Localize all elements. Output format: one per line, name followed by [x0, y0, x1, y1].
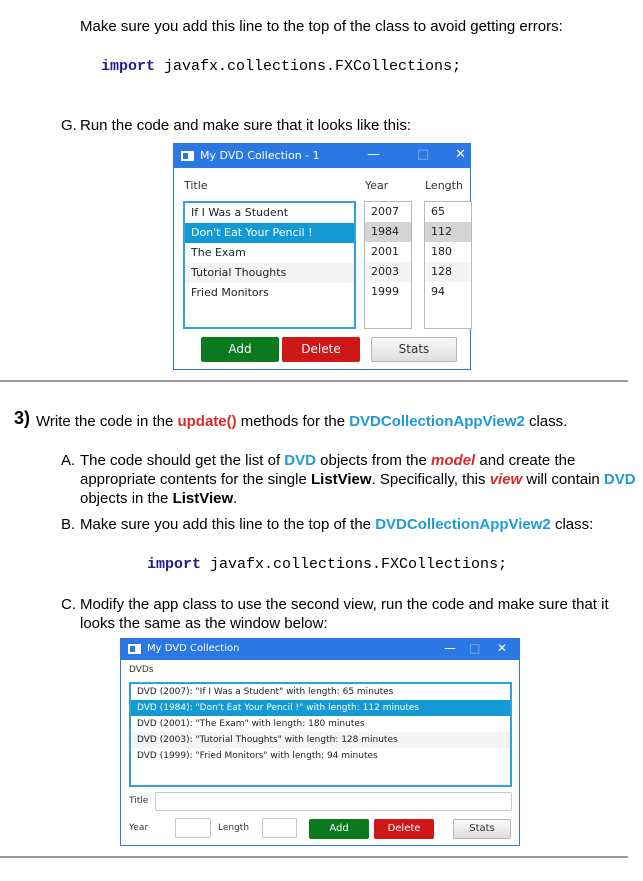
title-label: Title: [129, 796, 149, 806]
dvd-list[interactable]: [129, 682, 512, 787]
stats-button[interactable]: Stats: [453, 819, 511, 839]
maximize-icon[interactable]: □: [469, 641, 481, 655]
stats-button[interactable]: Stats: [371, 337, 457, 362]
step-a-text: [80, 451, 640, 508]
step-c-letter: C.: [61, 596, 76, 613]
add-button[interactable]: Add: [201, 337, 279, 362]
heading-text: methods for the: [236, 413, 350, 430]
window-dvd-collection-2: [120, 638, 520, 846]
text: objects from the: [315, 452, 432, 469]
import-keyword: import: [101, 58, 156, 75]
heading-text: Write the code in the: [36, 413, 178, 430]
step-c-text: [80, 595, 609, 633]
step-a-letter: A.: [61, 452, 76, 469]
list-item-selected[interactable]: DVD (1984): "Don't Eat Your Pencil !" with length: 112 minutes: [131, 700, 510, 716]
list-item[interactable]: The Exam: [191, 246, 246, 259]
list-item-selected[interactable]: Don't Eat Your Pencil !: [185, 223, 354, 243]
text: Modify the app class to use the second view, run the code and make sure that it: [80, 596, 609, 613]
listview-term: ListView: [310, 471, 372, 488]
import-rest: javafx.collections.FXCollections;: [155, 58, 462, 75]
step-g-text: Run the code and make sure that it looks like this:: [80, 117, 412, 134]
list-item[interactable]: 2003: [365, 262, 411, 282]
divider: [0, 380, 628, 382]
window1-title: My DVD Collection - 1: [200, 149, 320, 162]
list-item[interactable]: 1999: [371, 285, 399, 298]
step-b-text: [80, 515, 593, 534]
list-item[interactable]: Fried Monitors: [191, 286, 269, 299]
list-item[interactable]: DVD (2007): "If I Was a Student" with length: 65 minutes: [137, 687, 394, 697]
window2-title: My DVD Collection: [147, 643, 240, 654]
year-input[interactable]: [175, 818, 211, 838]
minimize-icon[interactable]: —: [444, 641, 456, 655]
list-item-selected[interactable]: 1984: [365, 222, 411, 242]
step-g-letter: G.: [61, 117, 77, 134]
import-keyword: import: [147, 556, 202, 573]
dvds-label: DVDs: [129, 665, 154, 675]
minimize-icon[interactable]: —: [367, 147, 380, 162]
dvd-term: DVD: [284, 452, 316, 469]
intro-text: Make sure you add this line to the top of the class to avoid getting errors:: [80, 18, 563, 35]
view-term: view: [489, 471, 523, 488]
app-window-icon: [128, 644, 141, 654]
length-column-label: Length: [425, 179, 463, 192]
length-input[interactable]: [262, 818, 297, 838]
year-column-label: Year: [365, 179, 389, 192]
list-item[interactable]: If I Was a Student: [191, 206, 289, 219]
window-dvd-collection-1: [173, 143, 471, 370]
list-item-selected[interactable]: 112: [425, 222, 471, 242]
import-line-2: [147, 556, 507, 573]
model-term: model: [431, 452, 476, 469]
title-column-label: Title: [184, 179, 208, 192]
list-item[interactable]: DVD (2003): "Tutorial Thoughts" with length: 128 minutes: [131, 732, 510, 748]
close-icon[interactable]: ✕: [455, 147, 466, 162]
text: appropriate contents for the single: [80, 471, 311, 488]
step-b-letter: B.: [61, 516, 76, 533]
maximize-icon[interactable]: □: [417, 147, 430, 162]
class-name: DVDCollectionAppView2: [349, 413, 525, 430]
list-item[interactable]: 128: [425, 262, 471, 282]
dvd-term: DVD: [603, 471, 636, 488]
text: .: [233, 490, 238, 507]
list-item[interactable]: 2001: [371, 245, 399, 258]
list-item[interactable]: 2007: [371, 205, 399, 218]
year-label: Year: [129, 823, 149, 833]
delete-button[interactable]: Delete: [374, 819, 434, 839]
section-number: 3): [14, 408, 31, 428]
class-name: DVDCollectionAppView2: [375, 516, 551, 533]
divider: [0, 856, 628, 858]
title-input[interactable]: [155, 792, 512, 811]
text: . Specifically, this: [371, 471, 490, 488]
list-item[interactable]: Tutorial Thoughts: [185, 263, 354, 283]
text: objects in the: [80, 490, 173, 507]
text: Make sure you add this line to the top of the: [80, 516, 376, 533]
list-item[interactable]: 94: [431, 285, 445, 298]
list-item[interactable]: DVD (1999): "Fried Monitors" with length: 94 minutes: [137, 751, 378, 761]
window1-titlebar[interactable]: [174, 144, 470, 168]
text: looks the same as the window below:: [80, 615, 328, 632]
list-item[interactable]: 180: [431, 245, 452, 258]
app-window-icon: [181, 151, 194, 161]
listview-term: ListView: [172, 490, 234, 507]
year-list[interactable]: [364, 201, 412, 329]
method-name: update(): [177, 413, 237, 430]
title-list[interactable]: [183, 201, 356, 329]
import-line-1: [101, 58, 461, 75]
text: will contain: [522, 471, 604, 488]
list-item[interactable]: DVD (2001): "The Exam" with length: 180 minutes: [137, 719, 365, 729]
section3-heading: [36, 412, 567, 431]
window2-titlebar[interactable]: [121, 639, 519, 660]
length-list[interactable]: [424, 201, 472, 329]
import-rest: javafx.collections.FXCollections;: [201, 556, 508, 573]
text: class:: [550, 516, 594, 533]
text: The code should get the list of: [80, 452, 285, 469]
add-button[interactable]: Add: [309, 819, 369, 839]
list-item[interactable]: 65: [431, 205, 445, 218]
heading-text: class.: [524, 413, 568, 430]
close-icon[interactable]: ✕: [497, 641, 508, 655]
length-label: Length: [218, 823, 250, 833]
delete-button[interactable]: Delete: [282, 337, 360, 362]
text: and create the: [475, 452, 576, 469]
